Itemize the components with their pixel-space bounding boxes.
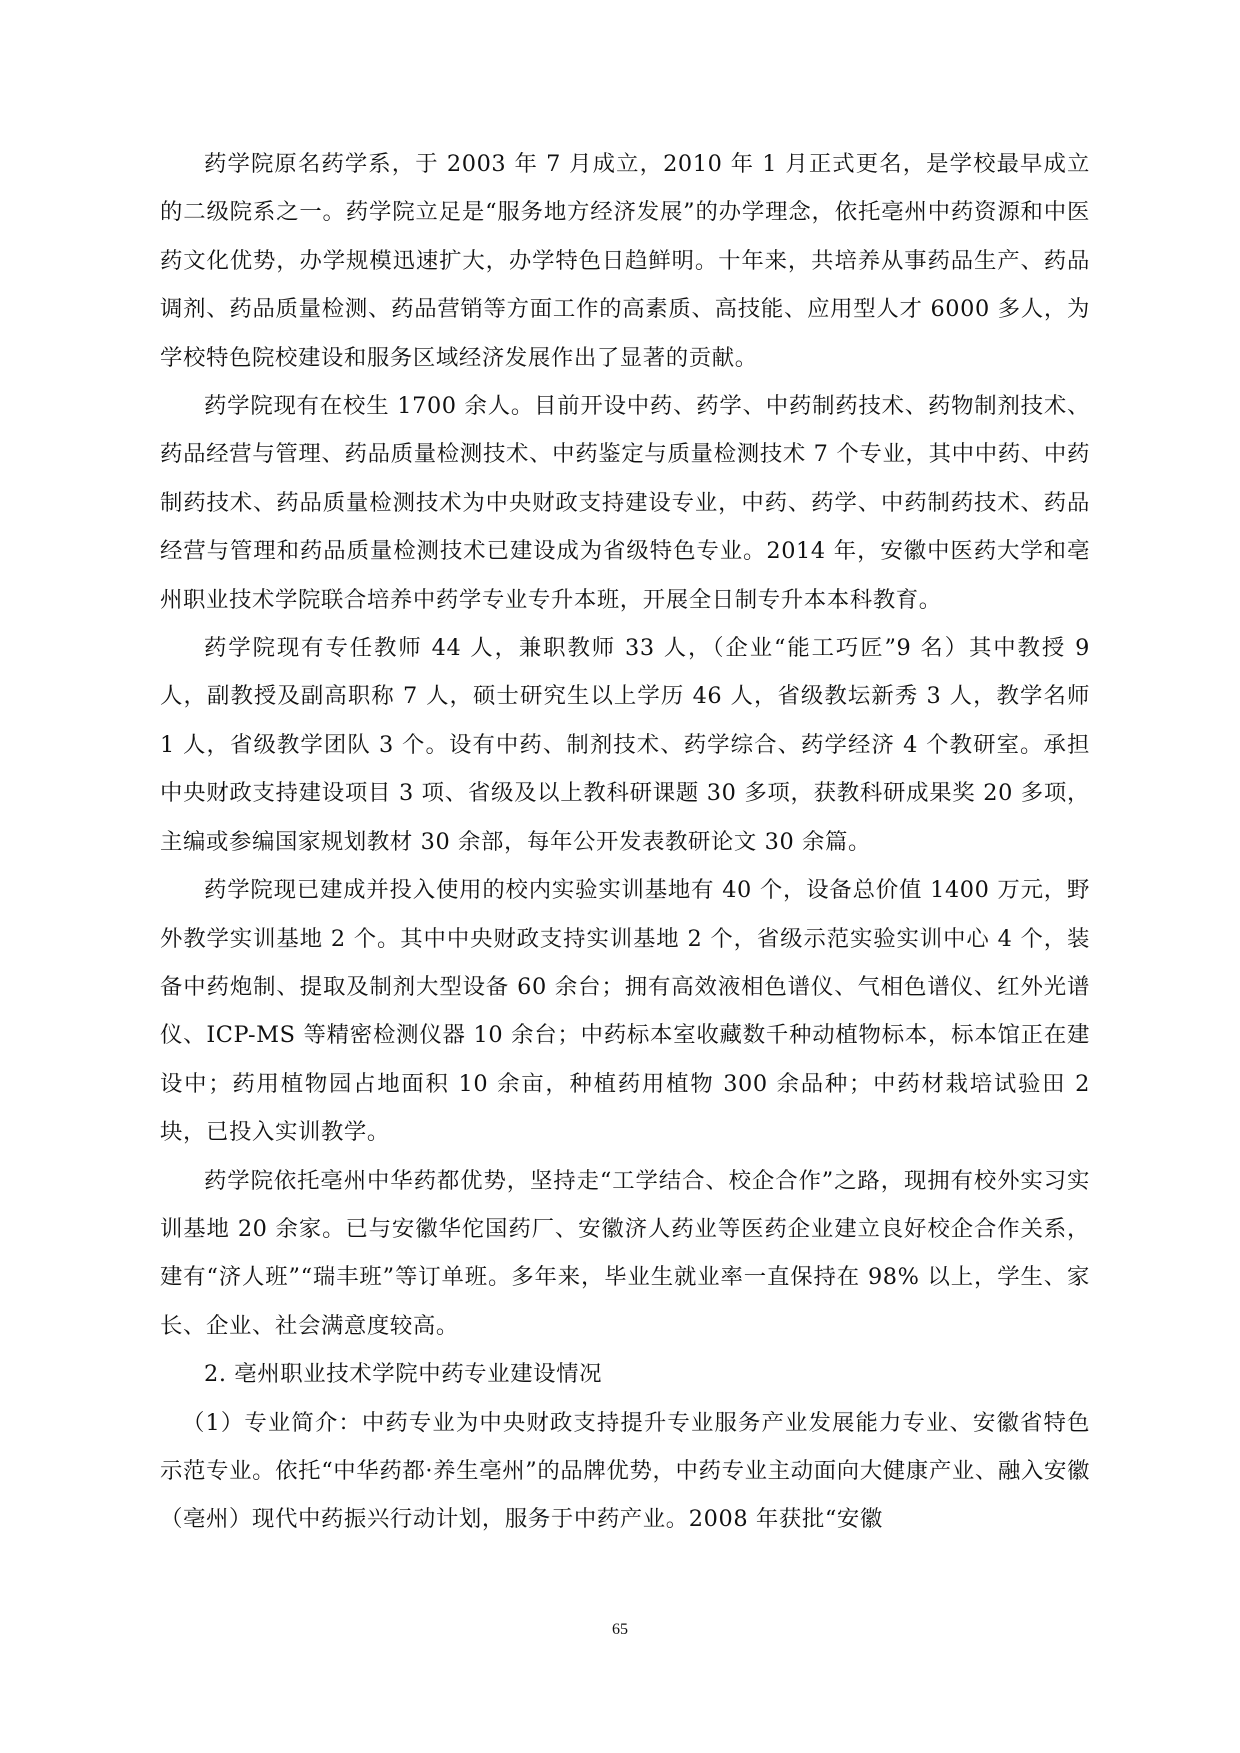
section-heading: 2. 亳州职业技术学院中药专业建设情况 [204,1361,603,1388]
paragraph-students-majors: 药学院现有在校生 1700 余人。目前开设中药、药学、中药制药技术、药物制剂技术、药品经营与管理、药品质量检测技术、中药鉴定与质量检测技术 7 个专业，其中中药、中药制药技术、药品质量检测技术为中央财政支持建设专业，中药、药学、中药制药技术、药品经营与管理和药品质量检测技术已建设成为省级特色专业。2014 年，安徽中医药大学和亳州职业技术学院联合培养中药学专业专升本班，开展全日制专升本本科教育。 [160,393,1090,613]
paragraph-faculty: 药学院现有专任教师 44 人，兼职教师 33 人，（企业“能工巧匠”9 名）其中教授 9 人，副教授及副高职称 7 人，硕士研究生以上学历 46 人，省级教坛新秀 3 人，教学名师 1 人，省级教学团队 3 个。设有中药、制剂技术、药学综合、药学经济 4 个教研室。承担中央财政支持建设项目 3 项、省级及以上教科研课题 30 多项，获教科研成果奖 20 多项，主编或参编国家规划教材 30 余部，每年公开发表教研论文 30 余篇。 [160,635,1090,855]
page-number: 65 [612,1621,628,1638]
paragraph-major-intro: （1）专业简介：中药专业为中央财政支持提升专业服务产业发展能力专业、安徽省特色示范专业。依托“中华药都·养生亳州”的品牌优势，中药专业主动面向大健康产业、融入安徽（亳州）现代中药振兴行动计划，服务于中药产业。2008 年获批“安徽 [160,1409,1090,1533]
paragraph-cooperation: 药学院依托亳州中华药都优势，坚持走“工学结合、校企合作”之路，现拥有校外实习实训基地 20 余家。已与安徽华佗国药厂、安徽济人药业等医药企业建立良好校企合作关系，建有“济人班”“瑞丰班”等订单班。多年来，毕业生就业率一直保持在 98% 以上，学生、家长、企业、社会满意度较高。 [160,1167,1090,1339]
document-body [160,140,1090,1544]
paragraph-training-bases: 药学院现已建成并投入使用的校内实验实训基地有 40 个，设备总价值 1400 万元，野外教学实训基地 2 个。其中中央财政支持实训基地 2 个，省级示范实验实训中心 4 个，装备中药炮制、提取及制剂大型设备 60 余台；拥有高效液相色谱仪、气相色谱仪、红外光谱仪、ICP-MS 等精密检测仪器 10 余台；中药标本室收藏数千种动植物标本，标本馆正在建设中；药用植物园占地面积 10 余亩，种植药用植物 300 余品种；中药材栽培试验田 2 块，已投入实训教学。 [160,877,1090,1146]
paragraph-college-history: 药学院原名药学系，于 2003 年 7 月成立，2010 年 1 月正式更名，是学校最早成立的二级院系之一。药学院立足是“服务地方经济发展”的办学理念，依托亳州中药资源和中医药文化优势，办学规模迅速扩大，办学特色日趋鲜明。十年来，共培养从事药品生产、药品调剂、药品质量检测、药品营销等方面工作的高素质、高技能、应用型人才 6000 多人，为学校特色院校建设和服务区域经济发展作出了显著的贡献。 [160,151,1090,371]
